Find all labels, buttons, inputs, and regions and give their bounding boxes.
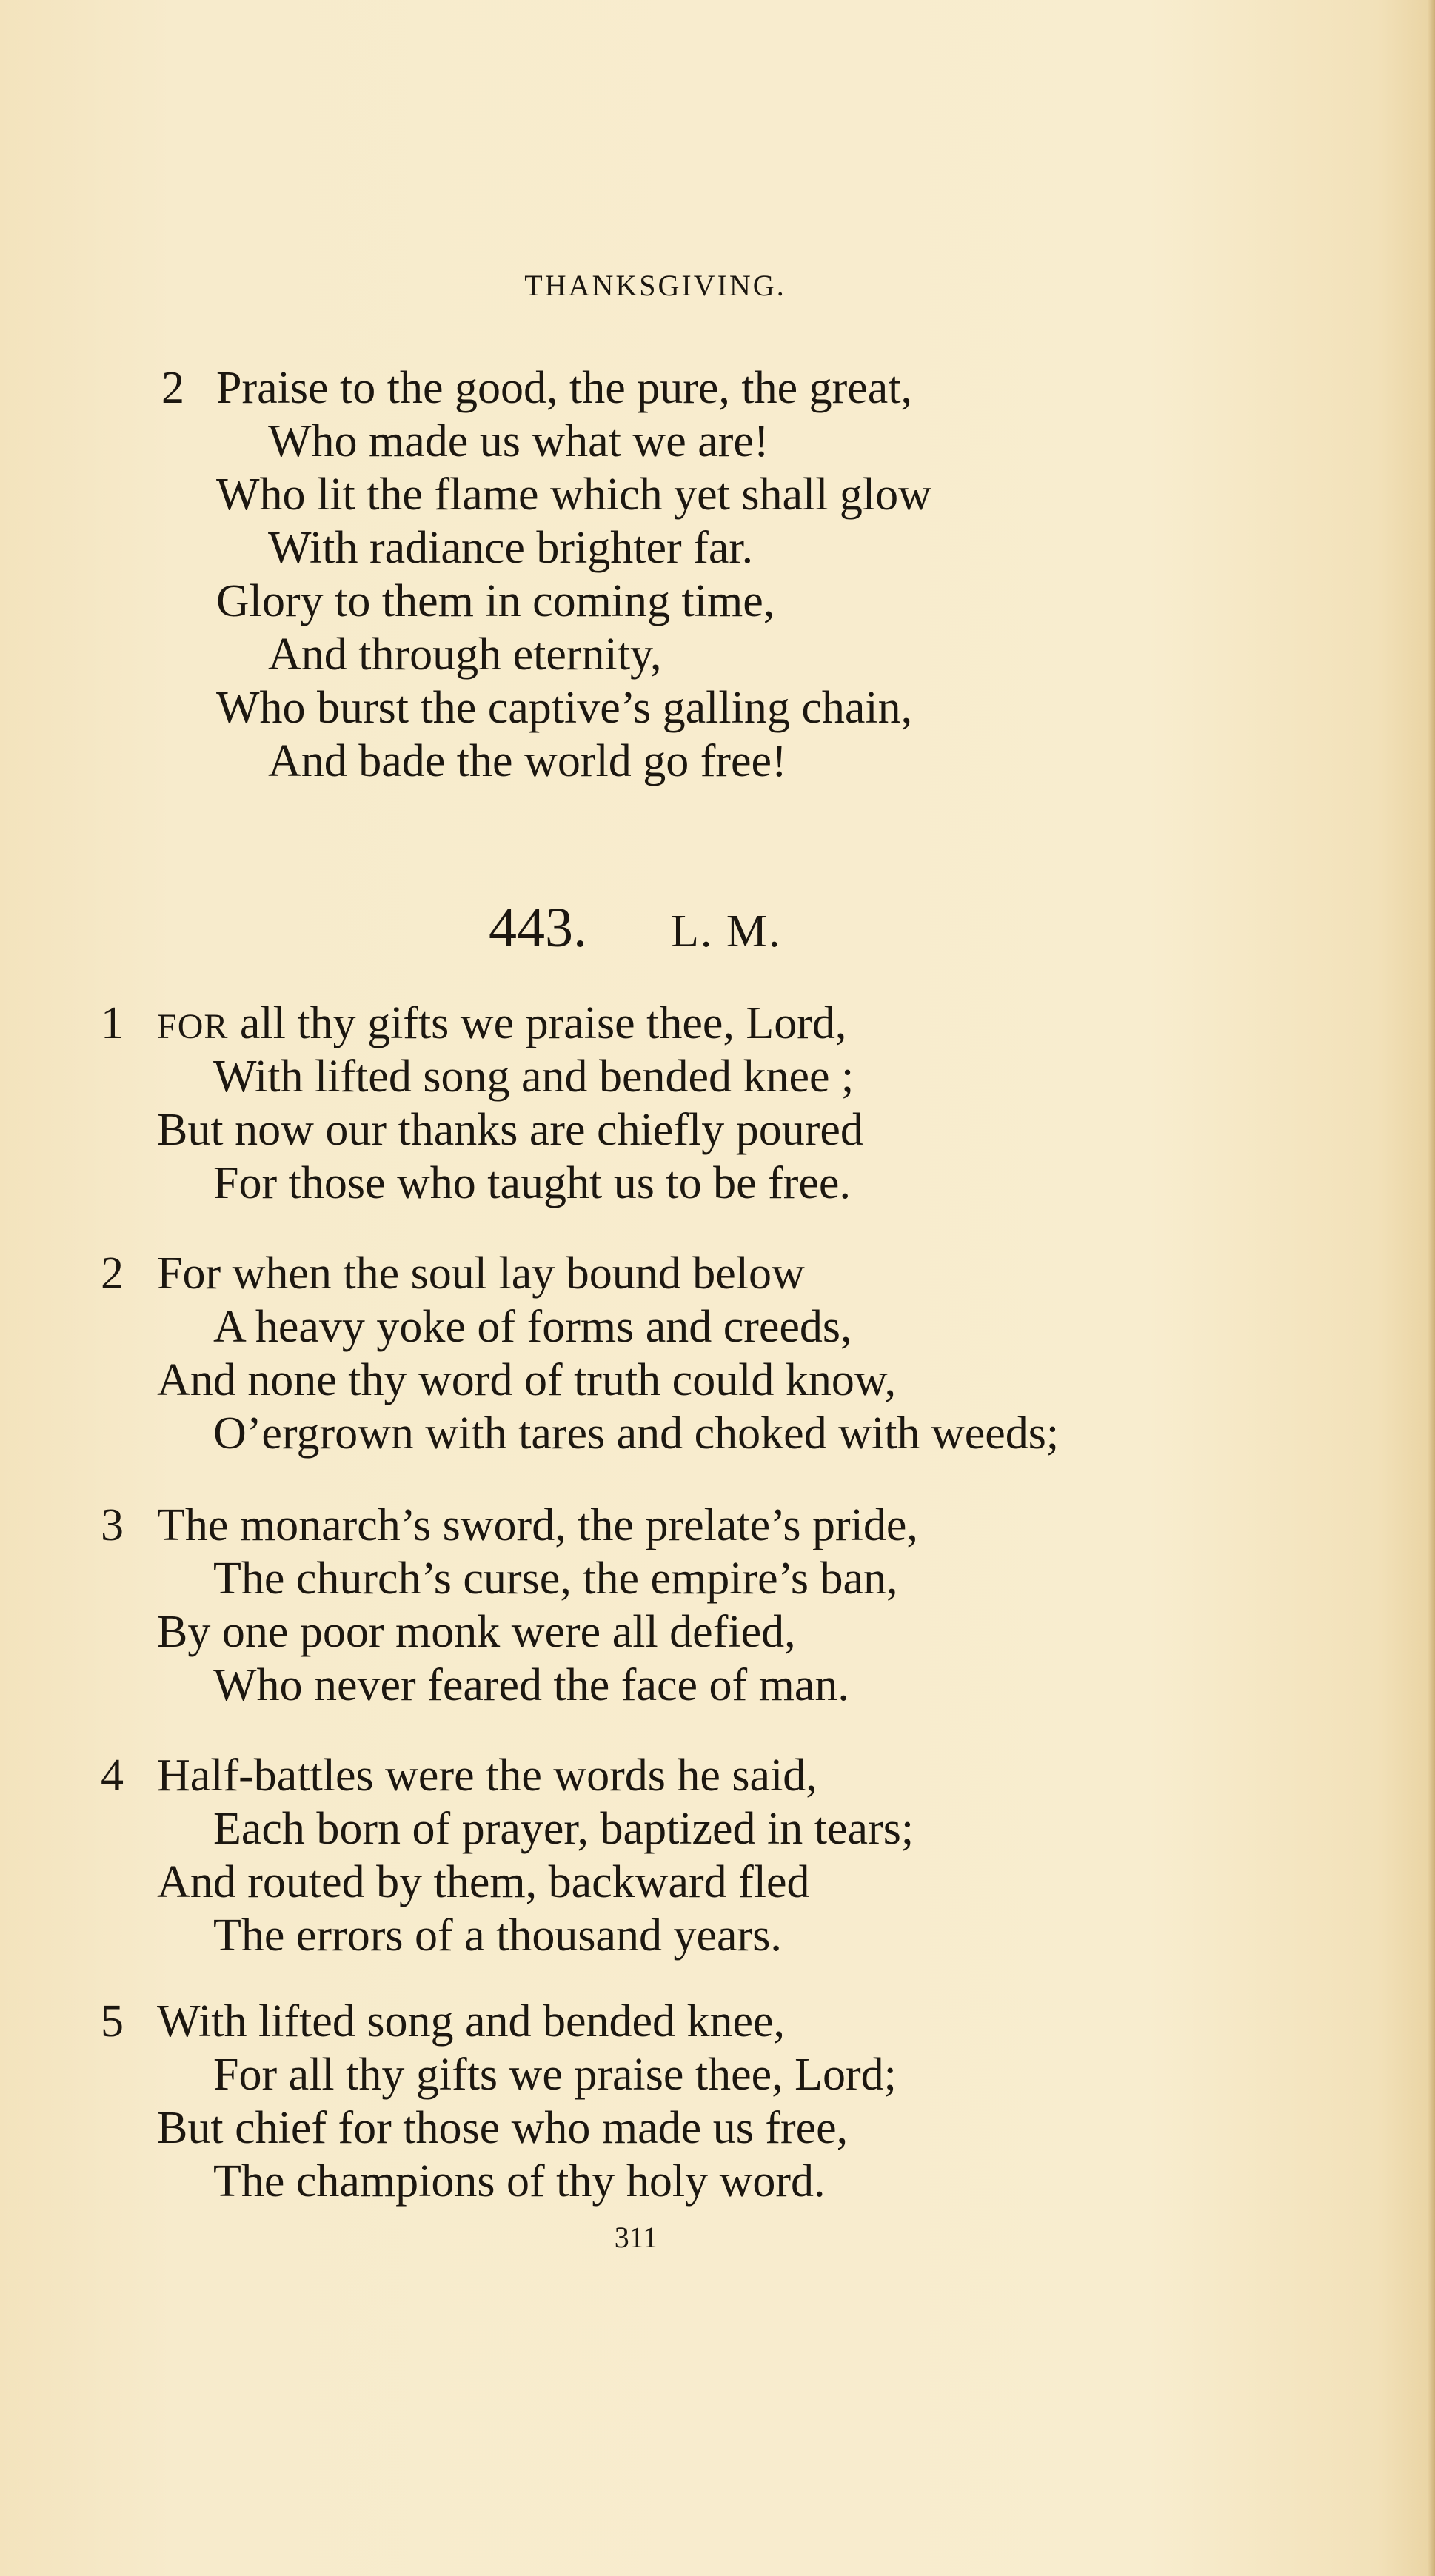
verse-line: And through eternity,	[268, 629, 662, 680]
verse-line: For when the soul lay bound below	[157, 1248, 805, 1299]
verse-line: The monarch’s sword, the prelate’s pride,	[157, 1500, 918, 1550]
verse-line: The champions of thy holy word.	[213, 2156, 826, 2207]
verse-line: Who burst the captive’s galling chain,	[216, 683, 913, 733]
verse-line: Who lit the flame which yet shall glow	[216, 469, 931, 520]
verse-line: For all thy gifts we praise thee, Lord;	[213, 2050, 897, 2100]
stanza-number: 2	[161, 363, 184, 413]
verse-line: Each born of prayer, baptized in tears;	[213, 1804, 914, 1854]
verse-line: And bade the world go free!	[268, 736, 787, 786]
first-word-small-caps: FOR	[157, 1007, 229, 1046]
stanza-number: 1	[101, 998, 124, 1048]
verse-line: O’ergrown with tares and choked with weeds;	[213, 1408, 1060, 1459]
stanza-number: 3	[101, 1500, 124, 1550]
hymn-number: 443.	[489, 897, 587, 959]
hymn-meter: L. M.	[671, 906, 782, 957]
verse-line: But chief for those who made us free,	[157, 2103, 849, 2153]
verse-line: With radiance brighter far.	[268, 523, 754, 573]
verse-line: With lifted song and bended knee ;	[213, 1051, 854, 1102]
verse-line: Glory to them in coming time,	[216, 576, 775, 626]
verse-line: And routed by them, backward fled	[157, 1857, 810, 1907]
verse-line: Half-battles were the words he said,	[157, 1750, 817, 1801]
stanza-number: 5	[101, 1996, 124, 2047]
page-number: 311	[614, 2221, 658, 2254]
verse-line: Who never feared the face of man.	[213, 1660, 849, 1710]
verse-line: Who made us what we are!	[268, 416, 769, 466]
stanza-number: 2	[101, 1248, 124, 1299]
verse-line: And none thy word of truth could know,	[157, 1355, 897, 1405]
page-edge-shadow	[1428, 0, 1435, 2576]
verse-line: But now our thanks are chiefly poured	[157, 1105, 863, 1155]
verse-line: The errors of a thousand years.	[213, 1910, 782, 1961]
verse-line: By one poor monk were all defied,	[157, 1607, 796, 1657]
verse-line: The church’s curse, the empire’s ban,	[213, 1553, 898, 1604]
first-line-rest: all thy gifts we praise thee, Lord,	[228, 998, 847, 1048]
stanza-number: 4	[101, 1750, 124, 1801]
verse-line: A heavy yoke of forms and creeds,	[213, 1302, 852, 1352]
verse-line: Praise to the good, the pure, the great,	[216, 363, 913, 413]
running-head: THANKSGIVING.	[524, 269, 786, 302]
verse-first-line	[157, 997, 846, 1054]
verse-line: With lifted song and bended knee,	[157, 1996, 786, 2047]
verse-line: For those who taught us to be free.	[213, 1158, 851, 1208]
